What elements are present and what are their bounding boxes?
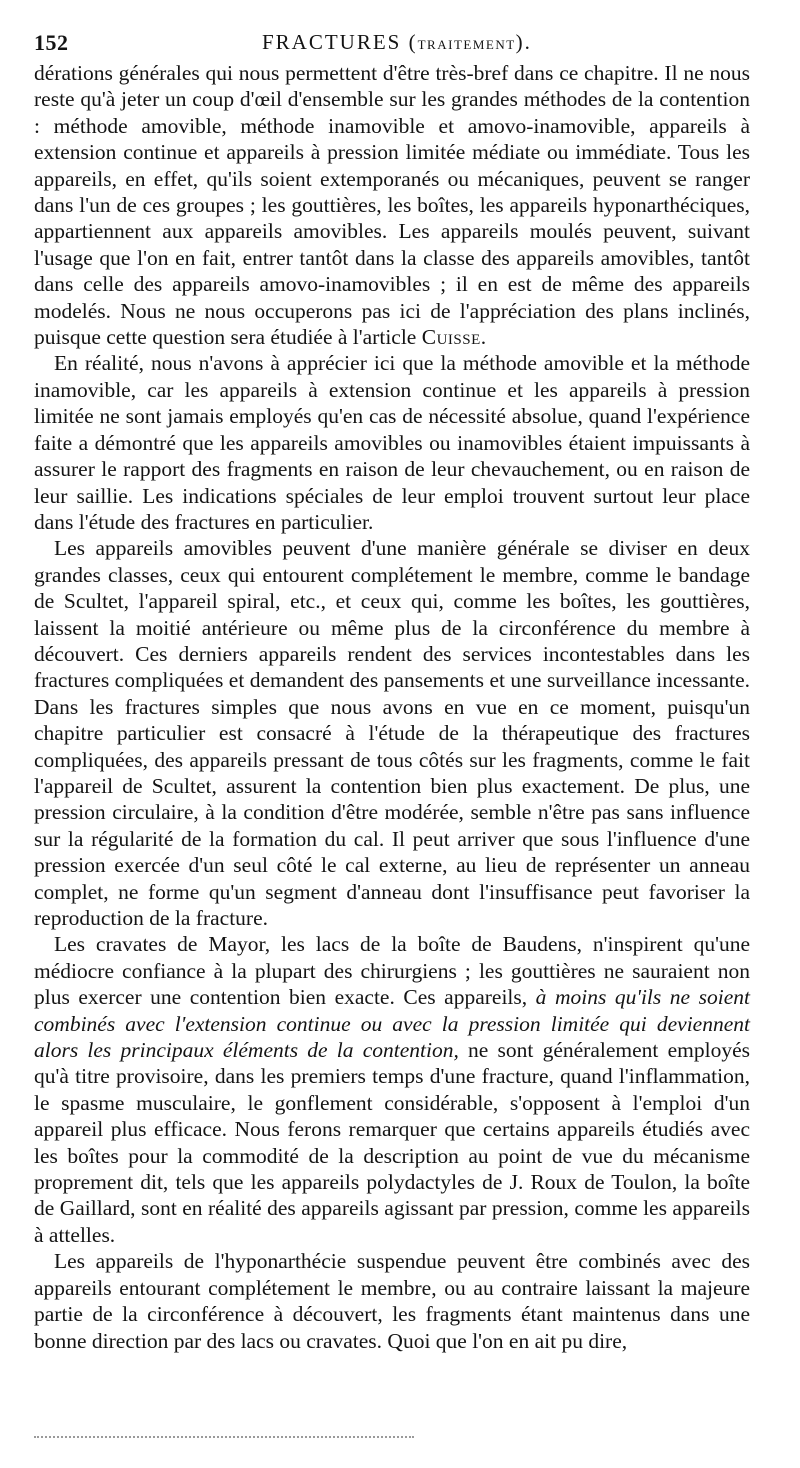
running-title-end: ).: [515, 30, 532, 54]
footer-rule: [34, 1436, 414, 1438]
paragraph-1-text: dérations générales qui nous permettent d'être très-bref dans ce chapitre. Il ne nous reste qu'à jeter un coup d'œil d'ensemble sur les grandes méthodes de la contention : méthode amovible, méthode inamovible et amovo-inamovible, appareils à extension continue et appareils à pression limitée médiate ou immédiate. Tous les appareils, en effet, qu'ils soient extemporanés ou mécaniques, peuvent se ranger dans l'un de ces groupes ; les gouttières, les boîtes, les appareils hyponarthéciques, appartiennent aux appareils amovibles. Les appareils moulés peuvent, suivant l'usage que l'on en fait, entrer tantôt dans la classe des appareils amovibles, tantôt dans celle des appareils amovo-inamovibles ; il en est de même des appareils modelés. Nous ne nous occuperons pas ici de l'appréciation des plans inclinés, puisque cette question sera étudiée à l'article: [34, 61, 750, 350]
book-page: [34, 30, 750, 1354]
paragraph-4-text: Les cravates de Mayor, les lacs de la boîte de Baudens, n'inspirent qu'une médiocre confiance à la plupart des chirurgiens ; les gouttières ne sauraient non plus exercer une contention bien exacte. Ces appareils,: [34, 932, 750, 1010]
paragraph-4-italic: à moins qu'ils ne soient combinés avec l'extension continue ou avec la pression limitée qui deviennent alors les principaux éléments de la contention,: [34, 985, 750, 1063]
page-number: 152: [34, 30, 69, 55]
paragraph-1-end: .: [480, 325, 487, 350]
running-title-small-caps: TRAITEMENT: [417, 37, 516, 52]
paragraph-2: En réalité, nous n'avons à apprécier ici que la méthode amovible et la méthode inamovible, car les appareils à extension continue et les appareils à pression limitée ne sont jamais employés qu'en cas de nécessité absolue, quand l'expérience faite a démontré que les appareils amovibles ou inamovibles étaient impuissants à assurer le rapport des fragments en raison de leur chevauchement, ou en raison de leur saillie. Les indications spéciales de leur emploi trouvent surtout leur place dans l'étude des fractures en particulier.: [34, 351, 750, 534]
paragraph-3: Les appareils amovibles peuvent d'une manière générale se diviser en deux grandes classes, ceux qui entourent complétement le membre, comme le bandage de Scultet, l'appareil spiral, etc., et ceux qui, comme les boîtes, les gouttières, laissent la moitié antérieure ou même plus de la circonférence du membre à découvert. Ces derniers appareils rendent des services incontestables dans les fractures compliquées et demandent des pansements et une surveillance incessante. Dans les fractures simples que nous avons en vue en ce moment, puisqu'un chapitre particulier est consacré à l'étude de la thérapeutique des fractures compliquées, des appareils pressant de tous côtés sur les fragments, comme le fait l'appareil de Scultet, assurent la contention bien plus exactement. De plus, une pression circulaire, à la condition d'être modérée, semble n'être pas sans influence sur la régularité de la formation du cal. Il peut arriver que sous l'influence d'une pression exercée d'un seul côté le cal externe, au lieu de représenter un anneau complet, ne forme qu'un segment d'anneau dont l'insuffisance peut favoriser la reproduction de la fracture.: [34, 536, 750, 930]
body-text: [34, 60, 750, 1354]
paragraph-4: [34, 931, 750, 1248]
running-title: [262, 30, 532, 55]
running-head: [34, 30, 750, 60]
paragraph-5: Les appareils de l'hyponarthécie suspendue peuvent être combinés avec des appareils entourant complétement le membre, ou au contraire laissant la majeure partie de la circonférence à découvert, les fragments étant maintenus dans une bonne direction par des lacs ou cravates. Quoi que l'on en ait pu dire,: [34, 1249, 750, 1353]
paragraph-1-small-caps: Cuisse: [421, 325, 481, 350]
paragraph-1: [34, 60, 750, 350]
running-title-main: FRACTURES (: [262, 30, 418, 54]
paragraph-4-end: ne sont généralement employés qu'à titre provisoire, dans les premiers temps d'une fracture, quand l'inflammation, le spasme musculaire, le gonflement considérable, s'opposent à l'emploi d'un appareil plus efficace. Nous ferons remarquer que certains appareils étudiés avec les boîtes pour la commodité de la description au point de vue du mécanisme proprement dit, tels que les appareils polydactyles de J. Roux de Toulon, la boîte de Gaillard, sont en réalité des appareils agissant par pression, comme les appareils à attelles.: [34, 1038, 750, 1247]
